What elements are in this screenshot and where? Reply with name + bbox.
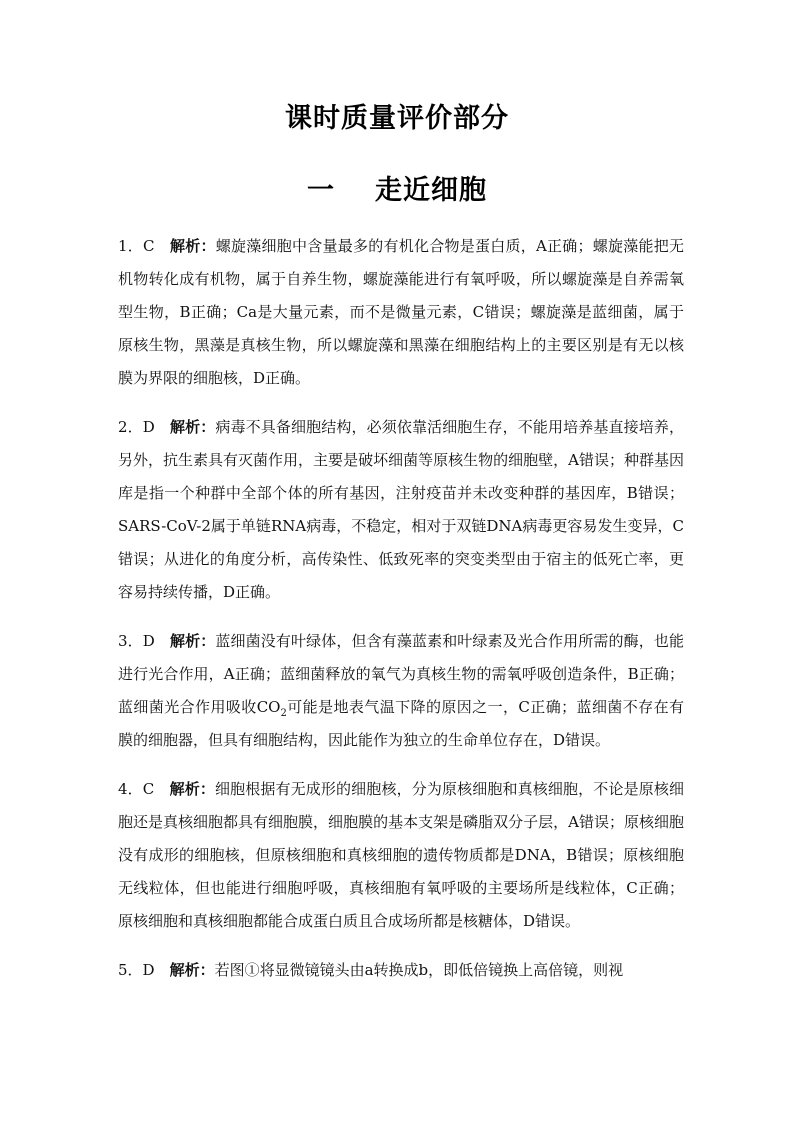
analysis-label: 解析： bbox=[170, 632, 216, 650]
analysis-label: 解析： bbox=[170, 418, 216, 436]
answer-item-1 bbox=[118, 230, 684, 395]
analysis-label: 解析： bbox=[169, 961, 215, 979]
analysis-text: 病毒不具备细胞结构，必须依靠活细胞生存，不能用培养基直接培养，另外，抗生素具有灭菌作用，主要是破坏细菌等原核生物的细胞壁，A错误；种群基因库是指一个种群中全部个体的所有基因，注射疫苗并未改变种群的基因库，B错误；SARS-CoV-2属于单链RNA病毒，不稳定，相对于双链DNA病毒更容易发生变异，C错误；从进化的角度分析，高传染性、低致死率的突变类型由于宿主的低死亡率，更容易持续传播，D正确。 bbox=[118, 418, 684, 601]
answer-item-4 bbox=[118, 773, 684, 938]
answer-item-3 bbox=[118, 625, 684, 757]
analysis-label: 解析： bbox=[169, 780, 215, 798]
answer-key: 2．D bbox=[118, 418, 171, 436]
analysis-text: 若图①将显微镜镜头由a转换成b，即低倍镜换上高倍镜，则视 bbox=[214, 961, 624, 979]
answer-key: 1．C bbox=[118, 237, 171, 255]
chapter-title: 走近细胞 bbox=[375, 175, 487, 206]
answer-key: 4．C bbox=[118, 780, 170, 798]
analysis-text: 蓝细菌没有叶绿体，但含有藻蓝素和叶绿素及光合作用所需的酶，也能进行光合作用，A正确；蓝细菌释放的氧气为真核生物的需氧呼吸创造条件，B正确；蓝细菌光合作用吸收CO bbox=[118, 632, 684, 716]
page-title: 课时质量评价部分 bbox=[285, 103, 509, 134]
answer-key: 3．D bbox=[118, 632, 171, 650]
analysis-text: 螺旋藻细胞中含量最多的有机化合物是蛋白质，A正确；螺旋藻能把无机物转化成有机物，属于自养生物，螺旋藻能进行有氧呼吸，所以螺旋藻是自养需氧型生物，B正确；Ca是大量元素，而不是微量元素，C错误；螺旋藻是蓝细菌，属于原核生物，黑藻是真核生物，所以螺旋藻和黑藻在细胞结构上的主要区别是有无以核膜为界限的细胞核，D正确。 bbox=[118, 237, 684, 387]
answer-item-2 bbox=[118, 411, 684, 609]
answer-list bbox=[118, 230, 684, 1003]
analysis-label: 解析： bbox=[170, 237, 216, 255]
chapter-heading bbox=[0, 168, 794, 207]
answer-item-5 bbox=[118, 954, 684, 987]
analysis-text-continued: 可能是地表气温下降的原因之一，C正确；蓝细菌不存在有膜的细胞器，但具有细胞结构，因此能作为独立的生命单位存在，D错误。 bbox=[118, 698, 684, 749]
analysis-text: 细胞根据有无成形的细胞核，分为原核细胞和真核细胞，不论是原核细胞还是真核细胞都具有细胞膜，细胞膜的基本支架是磷脂双分子层，A错误；原核细胞没有成形的细胞核，但原核细胞和真核细胞的遗传物质都是DNA，B错误；原核细胞无线粒体，但也能进行细胞呼吸，真核细胞有氧呼吸的主要场所是线粒体，C正确；原核细胞和真核细胞都能合成蛋白质且合成场所都是核糖体，D错误。 bbox=[118, 780, 684, 930]
answer-key: 5．D bbox=[118, 961, 170, 979]
subscript: 2 bbox=[280, 708, 287, 719]
chapter-number: 一 bbox=[307, 175, 335, 206]
